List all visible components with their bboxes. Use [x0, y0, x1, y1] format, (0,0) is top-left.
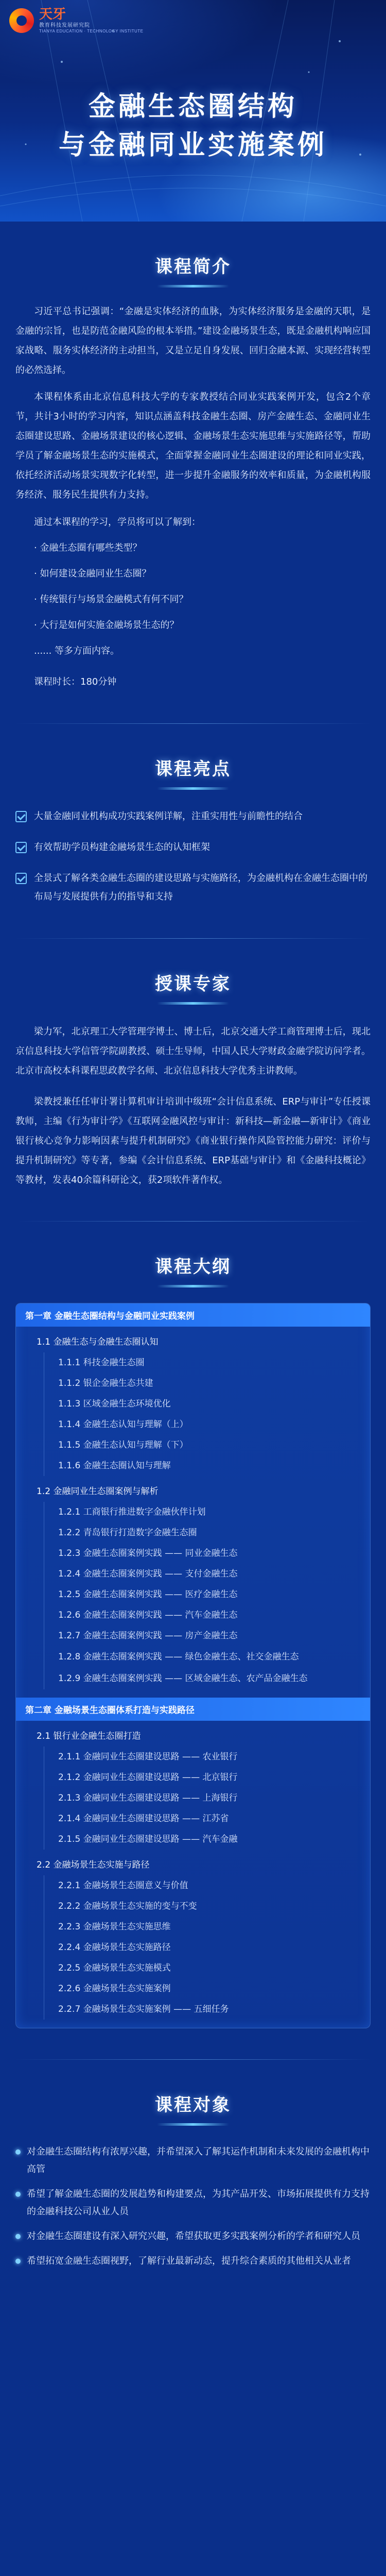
logo-icon [9, 8, 34, 33]
expert-bio-2: 梁教授兼任任审计署计算机审计培训中级班“会计信息系统、ERP与审计”专任授课教师，主编《行为审计学》《互联网金融风控与审计：新科技—新金融—新审计》《商业银行核心竞争力影响因素与提升机制研究》《商业银行操作风险管控能力研究：评价与提升机制研究》等专著，参编《会计信息系统、ERP基础与审计》和《金融科技概论》等教材，发表40余篇科研论文，获2项软件著作权。 [15, 1096, 371, 1185]
outline-heading: 课程大纲 [155, 1257, 231, 1277]
checkbox-icon [15, 873, 27, 884]
outline-section-1-1: 1.1 金融生态与金融生态圈认知 [37, 1337, 159, 1347]
outline-section-2-1: 2.1 银行业金融生态圈打造 [37, 1731, 141, 1741]
expert-bio-1: 梁力军，北京理工大学管理学博士、博士后，北京交通大学工商管理博士后，现北京信息科技大学信管学院副教授、硕士生导师，中国人民大学财政金融学院访问学者。北京市高校本科课程思政教学名师、北京信息科技大学优秀主讲教师。 [15, 1026, 371, 1076]
intro-question: · 大行是如何实施金融场景生态的？ [34, 620, 179, 631]
bullet-dot-icon [15, 2149, 21, 2155]
intro-paragraph-2: 本课程体系由北京信息科技大学的专家教授结合同业实践案例开发，包含2个章节，共计3小时的学习内容，知识点涵盖科技金融生态圈、房产金融生态、金融同业生态圈建设思路、金融场景建设的核心逻辑、金融场景生态实施思维与实施路径等，帮助学员了解金融场景生态的实施模式，全面掌握金融同业生态圈建设的理论和同业实践，依托经济活动场景实现数字化转型，进一步提升金融服务的效率和质量，为金融机构服务经济、服务民生提供有力支持。 [15, 392, 371, 500]
intro-question: · 传统银行与场景金融模式有何不同？ [34, 594, 188, 605]
bullet-dot-icon [15, 2192, 21, 2197]
highlight-item: 有效帮助学员构建金融场景生态的认知框架 [15, 838, 371, 857]
expert-heading: 授课专家 [155, 974, 231, 994]
outline-item: 2.2.1 金融场景生态圈意义与价值 [26, 1875, 360, 1896]
chapter-1-title: 第一章 金融生态圈结构与金融同业实践案例 [16, 1303, 370, 1327]
highlights-section [0, 724, 386, 906]
outline-item: 2.2.6 金融场景生态实施案例 [26, 1978, 360, 1999]
highlight-item: 大量金融同业机构成功实践案例详解，注重实用性与前瞻性的结合 [15, 807, 371, 826]
intro-section [0, 222, 386, 692]
outline-item: 1.2.2 青岛银行打造数字金融生态圈 [26, 1522, 360, 1543]
audience-item: 对金融生态圈结构有浓厚兴趣，并希望深入了解其运作机制和未来发展的金融机构中高管 [15, 2143, 371, 2178]
outline-item: 1.1.6 金融生态圈认知与理解 [26, 1455, 360, 1476]
outline-item: 2.1.4 金融同业生态圈建设思路 —— 江苏省 [26, 1808, 360, 1829]
intro-goal-lead: 通过本课程的学习，学员将可以了解到： [34, 517, 201, 528]
audience-item: 希望拓宽金融生态圈视野，了解行业最新动态，提升综合素质的其他相关从业者 [15, 2252, 371, 2270]
audience-item: 对金融生态圈建设有深入研究兴趣，希望获取更多实践案例分析的学者和研究人员 [15, 2228, 371, 2245]
outline-item: 1.2.7 金融生态圈案例实践 —— 房产金融生态 [26, 1625, 360, 1646]
logo-subtitle-en: TIANYA EDUCATION · TECHNOLOGY INSTITUTE [39, 29, 144, 33]
title-line-1: 金融生态圈结构 [88, 92, 297, 122]
outline-item: 1.2.6 金融生态圈案例实践 —— 汽车金融生态 [26, 1605, 360, 1625]
intro-duration: 课程时长：180分钟 [34, 676, 117, 687]
outline-item: 2.2.2 金融场景生态实施的变与不变 [26, 1896, 360, 1917]
outline-item: 1.1.1 科技金融生态圈 [26, 1352, 360, 1373]
outline-item: 1.1.3 区域金融生态环境优化 [26, 1394, 360, 1414]
outline-item: 1.1.5 金融生态认知与理解（下） [26, 1435, 360, 1455]
outline-section [0, 1222, 386, 2028]
bullet-dot-icon [15, 2259, 21, 2264]
outline-item: 2.1.5 金融同业生态圈建设思路 —— 汽车金融 [26, 1829, 360, 1850]
outline-item: 1.1.2 银企金融生态共建 [26, 1373, 360, 1394]
outline-item: 1.2.1 工商银行推进数字金融伙伴计划 [26, 1502, 360, 1522]
outline-item: 1.2.5 金融生态圈案例实践 —— 医疗金融生态 [26, 1584, 360, 1605]
outline-section-2-2: 2.2 金融场景生态实施与路径 [37, 1860, 150, 1870]
outline-item: 2.1.3 金融同业生态圈建设思路 —— 上海银行 [26, 1788, 360, 1808]
outline-item: 2.2.7 金融场景生态实施案例 —— 五细任务 [26, 1999, 360, 2020]
chapter-2-title: 第二章 金融场景生态圈体系打造与实践路径 [16, 1698, 370, 1721]
title-line-2: 与金融同业实施案例 [58, 130, 327, 161]
page-title [0, 88, 386, 165]
intro-question: · 金融生态圈有哪些类型？ [34, 543, 142, 553]
intro-question: · 如何建设金融同业生态圈？ [34, 568, 151, 579]
outline-card [15, 1303, 371, 2028]
outline-item: 1.2.3 金融生态圈案例实践 —— 同业金融生态 [26, 1543, 360, 1564]
outline-section-1-2: 1.2 金融同业生态圈案例与解析 [37, 1486, 159, 1497]
audience-heading: 课程对象 [155, 2095, 231, 2115]
logo-subtitle: 教育科技发展研究院 [39, 23, 90, 28]
outline-item: 2.2.5 金融场景生态实施模式 [26, 1958, 360, 1978]
outline-item: 2.2.4 金融场景生态实施路径 [26, 1937, 360, 1958]
outline-item: 2.1.2 金融同业生态圈建设思路 —— 北京银行 [26, 1767, 360, 1788]
outline-item: 1.1.4 金融生态认知与理解（上） [26, 1414, 360, 1435]
intro-paragraph-1: 习近平总书记强调：“金融是实体经济的血脉，为实体经济服务是金融的天职，是金融的宗旨，也是防范金融风险的根本举措。”建设金融场景生态，既是金融机构响应国家战略、服务实体经济的主动担当，又是立足自身发展、回归金融本源、实现经营转型的必然选择。 [15, 306, 371, 376]
intro-heading: 课程简介 [155, 257, 231, 277]
audience-section [0, 2060, 386, 2270]
checkbox-icon [15, 842, 27, 853]
outline-item: 1.2.4 金融生态圈案例实践 —— 支付金融生态 [26, 1564, 360, 1584]
checkbox-icon [15, 811, 27, 822]
highlight-item: 全景式了解各类金融生态圈的建设思路与实施路径，为金融机构在金融生态圈中的布局与发展提供有力的指导和支持 [15, 869, 371, 906]
hero-banner [0, 0, 386, 222]
bullet-dot-icon [15, 2234, 21, 2239]
outline-item: 2.2.3 金融场景生态实施思维 [26, 1917, 360, 1937]
brand-logo [9, 7, 143, 33]
outline-item: 1.2.9 金融生态圈案例实践 —— 区域金融生态、农产品金融生态 [26, 1668, 360, 1689]
outline-item: 2.1.1 金融同业生态圈建设思路 —— 农业银行 [26, 1747, 360, 1767]
highlights-heading: 课程亮点 [155, 759, 231, 779]
audience-item: 希望了解金融生态圈的发展趋势和构建要点，为其产品开发、市场拓展提供有力支持的金融科技公司从业人员 [15, 2185, 371, 2221]
outline-item: 1.2.8 金融生态圈案例实践 —— 绿色金融生态、社交金融生态 [26, 1646, 360, 1668]
intro-more: ...... 等多方面内容。 [34, 646, 120, 656]
expert-section [0, 939, 386, 1190]
logo-name: 天牙 [39, 6, 66, 22]
